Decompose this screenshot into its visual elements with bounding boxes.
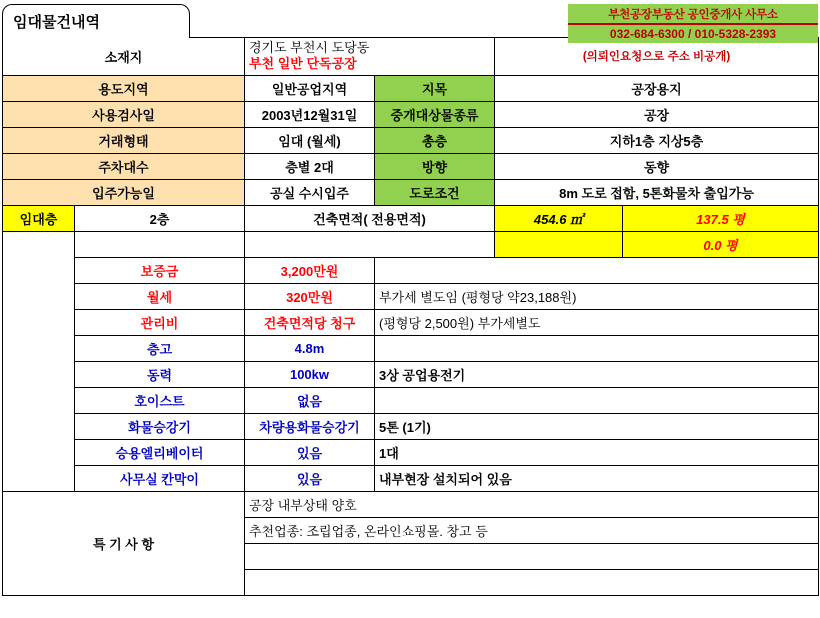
deposit-label: 보증금 xyxy=(75,257,245,283)
jimok-value: 공장용지 xyxy=(495,75,819,101)
floors-value: 지하1층 지상5층 xyxy=(495,127,819,153)
location-value xyxy=(245,38,495,76)
height-label: 층고 xyxy=(75,335,245,361)
page-title: 임대물건내역 xyxy=(13,14,100,31)
remarks-line-3 xyxy=(245,543,819,569)
area-pyeong2: 0.0 평 xyxy=(623,231,819,257)
kind-label: 중개대상물종류 xyxy=(375,101,495,127)
hoist-value: 없음 xyxy=(245,387,375,413)
left-blank-4 xyxy=(3,335,75,361)
area-label: 건축면적( 전용면적) xyxy=(245,205,495,231)
power-value: 100kw xyxy=(245,361,375,387)
direction-label: 방향 xyxy=(375,153,495,179)
table-row-monthly xyxy=(3,283,819,309)
area-pyeong: 137.5 평 xyxy=(623,205,819,231)
remarks-line-4 xyxy=(245,569,819,595)
location-line2: 부천 일반 단독공장 xyxy=(249,56,357,72)
table-row-zone xyxy=(3,75,819,101)
left-blank-1 xyxy=(3,257,75,283)
mgmt-value: 건축면적당 청구 xyxy=(245,309,375,335)
hoist-label: 호이스트 xyxy=(75,387,245,413)
freight-note: 5톤 (1기) xyxy=(375,413,819,439)
table-row-remarks-1 xyxy=(3,491,819,517)
location-note: (의뢰인요청으로 주소 비공개) xyxy=(495,38,819,76)
office-value: 있음 xyxy=(245,465,375,491)
left-blank-3 xyxy=(3,309,75,335)
table-row-mgmt xyxy=(3,309,819,335)
inspect-label: 사용검사일 xyxy=(3,101,245,127)
road-value: 8m 도로 접함, 5톤화물차 출입가능 xyxy=(495,179,819,205)
rentfloor-value: 2층 xyxy=(75,205,245,231)
road-label: 도로조건 xyxy=(375,179,495,205)
table-row-deal xyxy=(3,127,819,153)
parking-label: 주차대수 xyxy=(3,153,245,179)
freight-value: 차량용화물승강기 xyxy=(245,413,375,439)
left-blank-8 xyxy=(3,439,75,465)
office-label: 사무실 칸막이 xyxy=(75,465,245,491)
table-row-rentfloor xyxy=(3,205,819,231)
remarks-line-1: 공장 내부상태 양호 xyxy=(245,491,819,517)
table-row-deposit xyxy=(3,257,819,283)
left-blank-9 xyxy=(3,465,75,491)
listing-table xyxy=(2,37,819,596)
zone-label: 용도지역 xyxy=(3,75,245,101)
table-row-passenger-lift xyxy=(3,439,819,465)
kind-value: 공장 xyxy=(495,101,819,127)
remarks-line-2: 추천업종: 조립업종, 온라인쇼핑몰. 창고 등 xyxy=(245,517,819,543)
direction-value: 동향 xyxy=(495,153,819,179)
monthly-label: 월세 xyxy=(75,283,245,309)
movein-value: 공실 수시입주 xyxy=(245,179,375,205)
elevator-value: 있음 xyxy=(245,439,375,465)
deal-value: 임대 (월세) xyxy=(245,127,375,153)
left-blank-5 xyxy=(3,361,75,387)
location-label: 소재지 xyxy=(3,38,245,76)
rentfloor-label: 임대층 xyxy=(3,205,75,231)
deposit-value: 3,200만원 xyxy=(245,257,375,283)
inspect-value: 2003년12월31일 xyxy=(245,101,375,127)
office-note: 내부현장 설치되어 있음 xyxy=(375,465,819,491)
spacer-cell-d xyxy=(495,231,623,257)
height-value: 4.8m xyxy=(245,335,375,361)
agency-name: 부천공장부동산 공인중개사 사무소 xyxy=(568,4,818,25)
elevator-label: 승용엘리베이터 xyxy=(75,439,245,465)
monthly-value: 320만원 xyxy=(245,283,375,309)
spacer-cell-b xyxy=(75,231,245,257)
deposit-note xyxy=(375,257,819,283)
jimok-label: 지목 xyxy=(375,75,495,101)
left-blank-6 xyxy=(3,387,75,413)
floors-label: 총층 xyxy=(375,127,495,153)
table-row-location xyxy=(3,38,819,76)
agency-phones: 032-684-6300 / 010-5328-2393 xyxy=(568,25,818,43)
parking-value: 층별 2대 xyxy=(245,153,375,179)
table-row-height xyxy=(3,335,819,361)
hoist-note xyxy=(375,387,819,413)
table-row-freight-lift xyxy=(3,413,819,439)
remarks-label: 특 기 사 항 xyxy=(3,491,245,595)
spacer-cell-a xyxy=(3,231,75,257)
left-blank-7 xyxy=(3,413,75,439)
table-row-rentfloor-2 xyxy=(3,231,819,257)
deal-label: 거래형태 xyxy=(3,127,245,153)
table-row-parking xyxy=(3,153,819,179)
freight-label: 화물승강기 xyxy=(75,413,245,439)
elevator-note: 1대 xyxy=(375,439,819,465)
mgmt-note: (평형당 2,500원) 부가세별도 xyxy=(375,309,819,335)
movein-label: 입주가능일 xyxy=(3,179,245,205)
spacer-cell-c xyxy=(245,231,495,257)
table-row-movein xyxy=(3,179,819,205)
monthly-note: 부가세 별도임 (평형당 약23,188원) xyxy=(375,283,819,309)
table-row-hoist xyxy=(3,387,819,413)
power-label: 동력 xyxy=(75,361,245,387)
table-row-power xyxy=(3,361,819,387)
table-row-office-partition xyxy=(3,465,819,491)
document-tab xyxy=(2,4,190,38)
height-note xyxy=(375,335,819,361)
left-blank-2 xyxy=(3,283,75,309)
mgmt-label: 관리비 xyxy=(75,309,245,335)
power-note: 3상 공업용전기 xyxy=(375,361,819,387)
zone-value: 일반공업지역 xyxy=(245,75,375,101)
location-line1: 경기도 부천시 도당동 xyxy=(249,40,370,55)
table-row-inspection xyxy=(3,101,819,127)
area-sqm: 454.6 ㎡ xyxy=(495,205,623,231)
agency-banner xyxy=(568,4,818,43)
